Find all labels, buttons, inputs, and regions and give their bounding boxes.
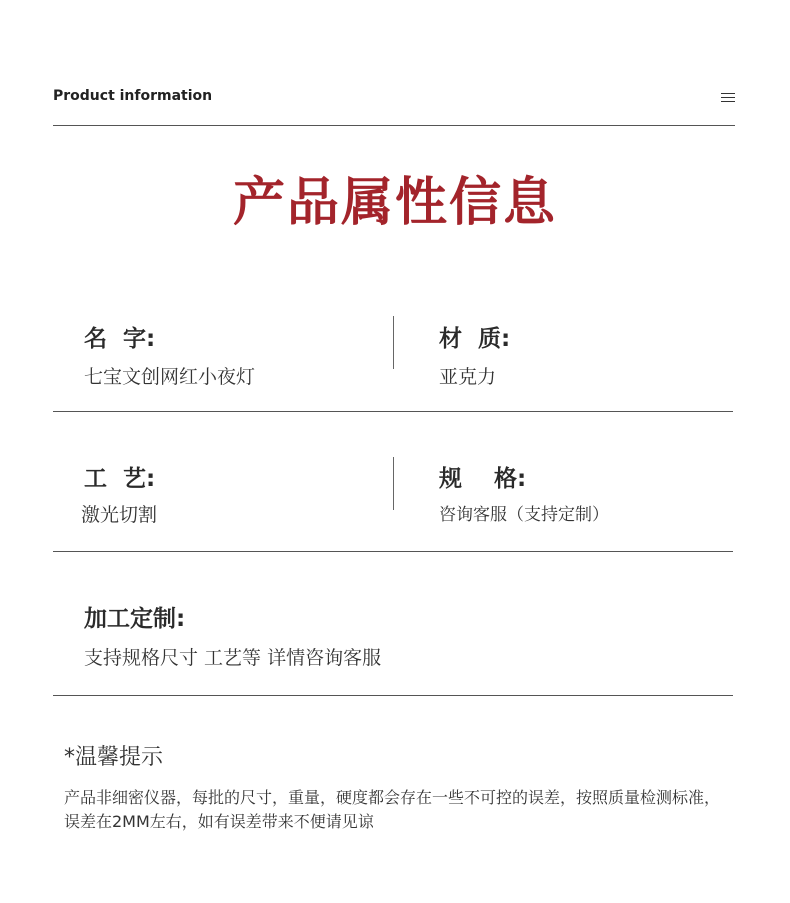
- name-value: 七宝文创网红小夜灯: [84, 366, 256, 388]
- tip-text: 产品非细密仪器，每批的尺寸，重量，硬度都会存在一些不可控的误差，按照质量检测标准，误差在2MM左右，如有误差带来不便请见谅: [64, 788, 721, 831]
- row-divider: [53, 551, 733, 552]
- name-label: 名 字:: [84, 326, 156, 352]
- page-title: 产品属性信息: [232, 173, 557, 233]
- material-label: 材 质:: [439, 326, 511, 352]
- column-divider: [393, 316, 394, 369]
- craft-value: 激光切割: [81, 504, 158, 526]
- row-divider: [53, 411, 733, 412]
- header-title: Product information: [53, 88, 213, 104]
- material-value: 亚克力: [439, 366, 497, 388]
- hamburger-menu-icon[interactable]: [721, 93, 735, 102]
- craft-label: 工 艺:: [84, 466, 156, 492]
- row-divider: [53, 695, 733, 696]
- header-divider: [53, 125, 735, 126]
- column-divider: [393, 457, 394, 510]
- spec-value: 咨询客服（支持定制）: [439, 505, 609, 525]
- custom-label: 加工定制:: [84, 606, 186, 632]
- tip-title: *温馨提示: [64, 745, 164, 770]
- spec-label: 规 格:: [439, 466, 527, 492]
- custom-value: 支持规格尺寸 工艺等 详情咨询客服: [84, 647, 382, 669]
